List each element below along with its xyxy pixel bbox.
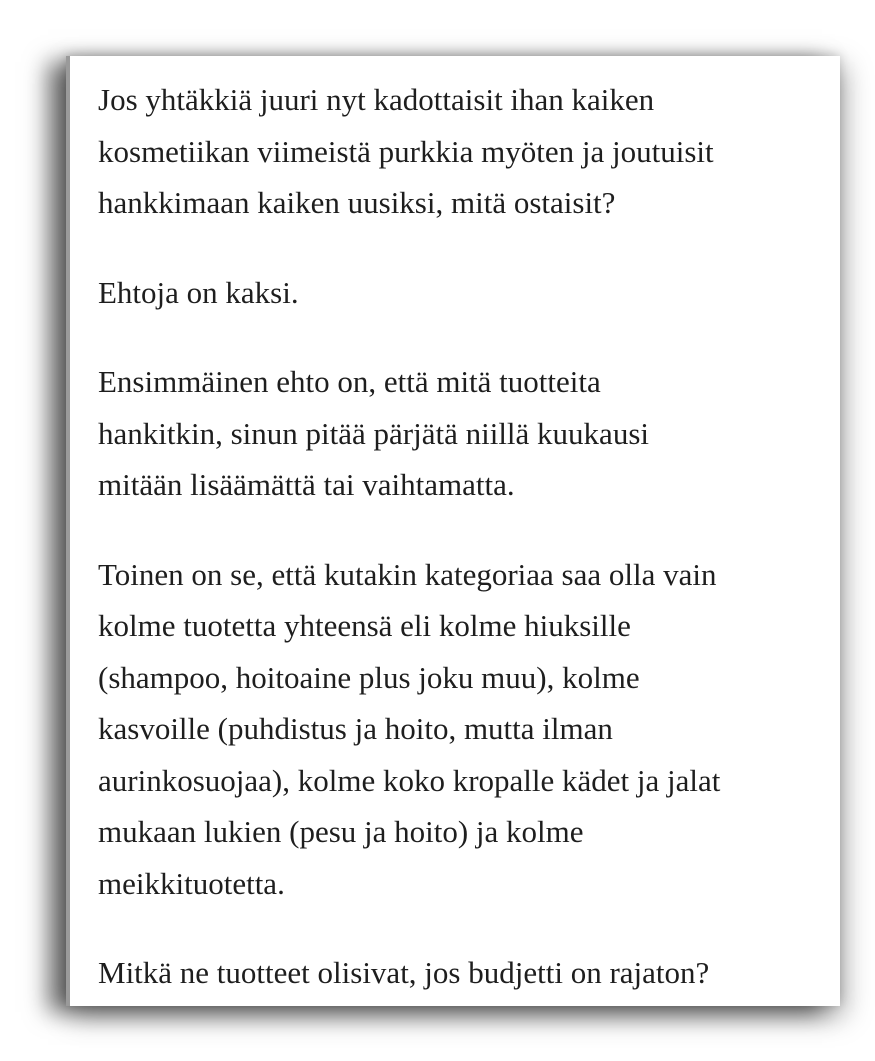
paragraph-intro-question: Jos yhtäkkiä juuri nyt kadottaisit ihan kaiken kosmetiikan viimeistä purkkia myöten ja joutuisit hankkimaan kaiken uusiksi, mitä ostaisit? xyxy=(98,82,714,220)
paragraph-two-conditions: Ehtoja on kaksi. xyxy=(98,274,299,310)
paragraph-closing-question: Mitkä ne tuotteet olisivat, jos budjetti on rajaton? xyxy=(98,955,710,990)
article-body xyxy=(98,74,818,999)
paragraph-first-condition: Ensimmäinen ehto on, että mitä tuotteita hankitkin, sinun pitää pärjätä niillä kuukausi mitään lisäämättä tai vaihtamatta. xyxy=(98,364,649,502)
text-card xyxy=(66,56,840,1006)
paragraph-second-condition: Toinen on se, että kutakin kategoriaa saa olla vain kolme tuotetta yhteensä eli kolme hiuksille (shampoo, hoitoaine plus joku muu), kolme kasvoille (puhdistus ja hoito, mutta ilman aurinkosuojaa), kolme koko kropalle kädet ja jalat mukaan lukien (pesu ja hoito) ja kolme meikkituotetta. xyxy=(98,556,721,901)
